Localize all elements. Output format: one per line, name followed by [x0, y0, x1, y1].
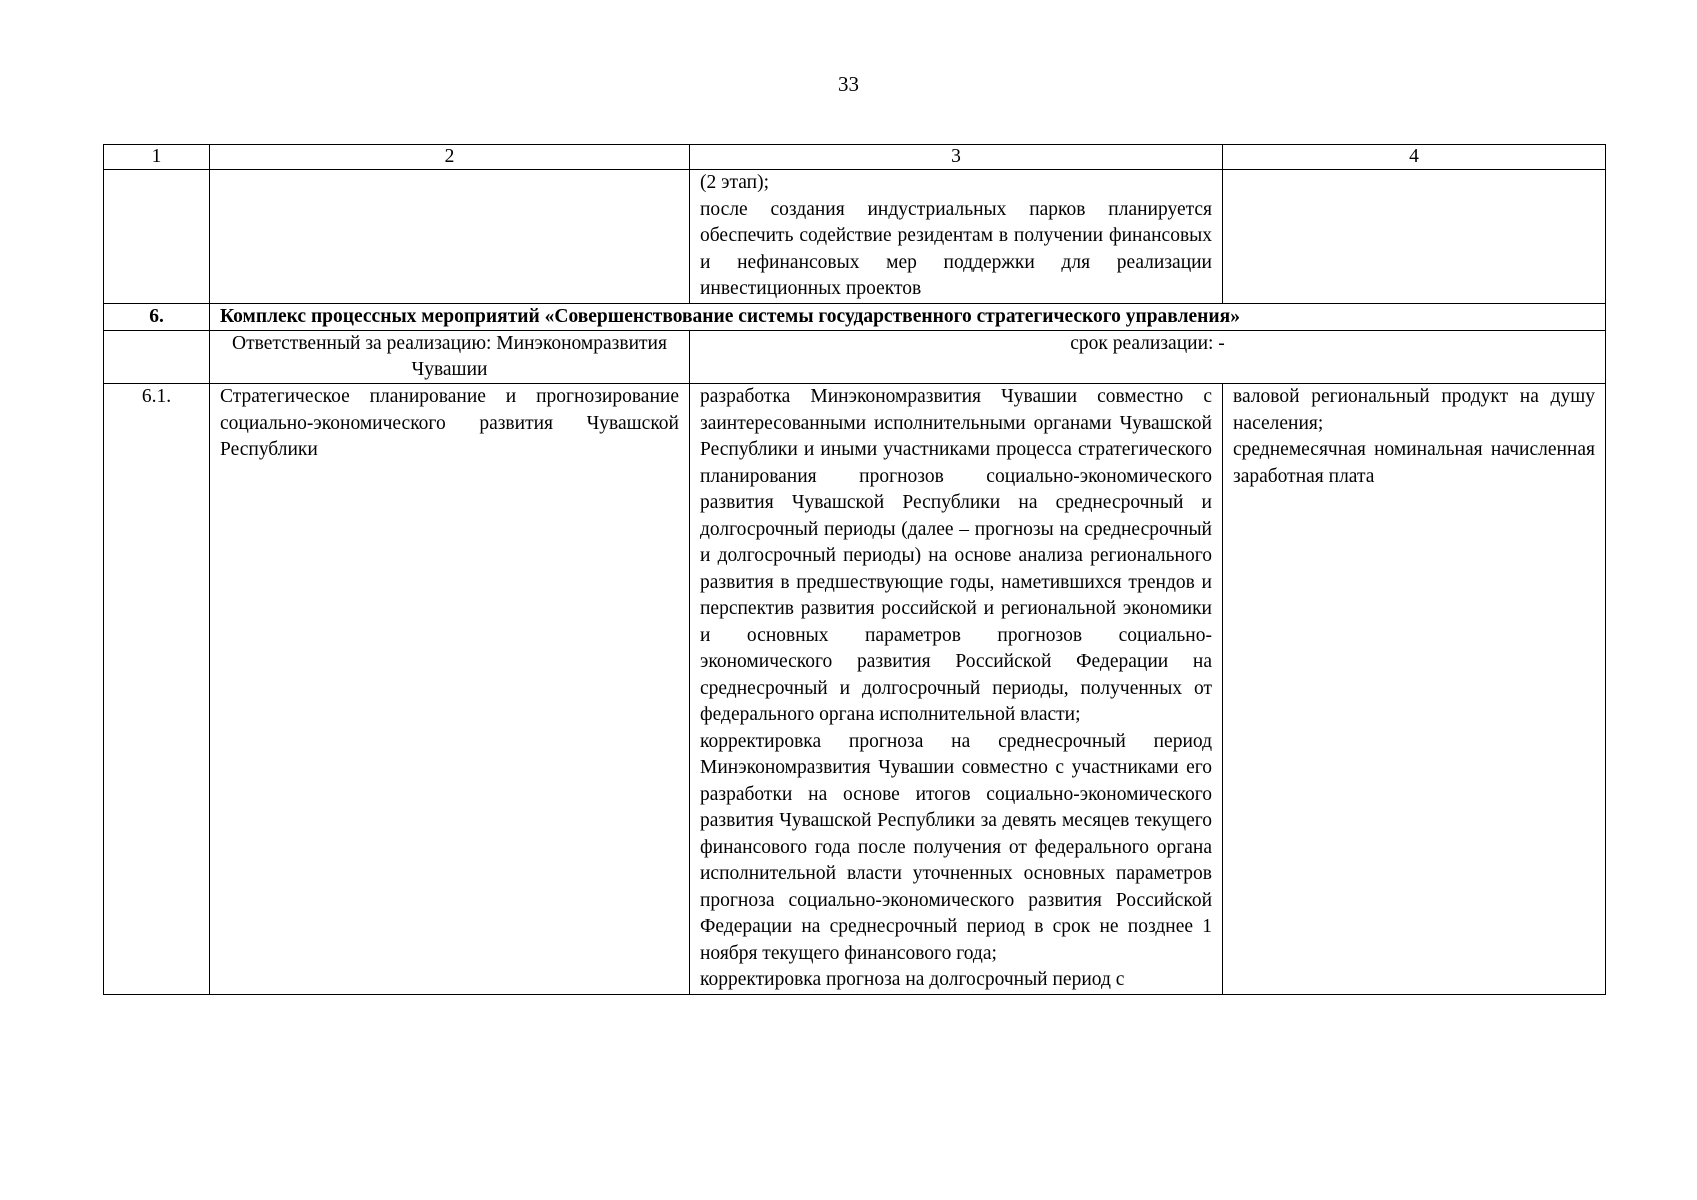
continuation-col-4 [1223, 170, 1606, 304]
section-number: 6. [104, 303, 210, 331]
continuation-line: после создания индустриальных парков планируется обеспечить содействие резидентам в получении финансовых и нефинансовых мер поддержки для реализации инвестиционных проектов [700, 198, 1212, 299]
program-table [103, 144, 1606, 995]
continuation-col-1 [104, 170, 210, 304]
continuation-line: (2 этап); [700, 172, 769, 193]
header-col-3: 3 [690, 145, 1223, 170]
header-col-1: 1 [104, 145, 210, 170]
item-number: 6.1. [104, 384, 210, 995]
continuation-col-3 [690, 170, 1223, 304]
header-col-2: 2 [210, 145, 690, 170]
section-title: Комплекс процессных мероприятий «Совершенствование системы государственного стратегического управления» [210, 303, 1606, 331]
item-description-paragraph: корректировка прогноза на долгосрочный период с [700, 969, 1125, 990]
table-header-row [104, 145, 1606, 170]
item-row [104, 384, 1606, 995]
item-indicator: среднемесячная номинальная начисленная заработная плата [1233, 439, 1595, 487]
item-indicator: валовой региональный продукт на душу населения; [1233, 386, 1595, 434]
section-row [104, 303, 1606, 331]
continuation-row [104, 170, 1606, 304]
item-description-paragraph: разработка Минэкономразвития Чувашии совместно с заинтересованными исполнительными органами Чувашской Республики и иными участниками процесса стратегического планирования прогнозов социально-экономического развития Чувашской Республики на среднесрочный и долгосрочный периоды (далее – прогнозы на среднесрочный и долгосрочный периоды) на основе анализа регионального развития в предшествующие годы, наметившихся трендов и перспектив развития российской и региональной экономики и основных параметров прогнозов социально-экономического развития Российской Федерации на среднесрочный и долгосрочный периоды, полученных от федерального органа исполнительной власти; [700, 386, 1212, 725]
item-description-paragraph: корректировка прогноза на среднесрочный период Минэкономразвития Чувашии совместно с участниками его разработки на основе итогов социально-экономического развития Чувашской Республики за девять месяцев текущего финансового года после получения от федерального органа исполнительной власти уточненных основных параметров прогноза социально-экономического развития Российской Федерации на среднесрочный период в срок не позднее 1 ноября текущего финансового года; [700, 730, 1212, 964]
section-responsible: Ответственный за реализацию: Минэкономразвития Чувашии [210, 331, 690, 384]
section-deadline: срок реализации: - [690, 331, 1606, 384]
section-meta-row [104, 331, 1606, 384]
item-description [690, 384, 1223, 995]
item-indicators [1223, 384, 1606, 995]
header-col-4: 4 [1223, 145, 1606, 170]
page-number: 33 [838, 72, 859, 96]
section-meta-col-1 [104, 331, 210, 384]
item-name: Стратегическое планирование и прогнозирование социально-экономического развития Чувашской Республики [210, 384, 690, 995]
continuation-col-2 [210, 170, 690, 304]
